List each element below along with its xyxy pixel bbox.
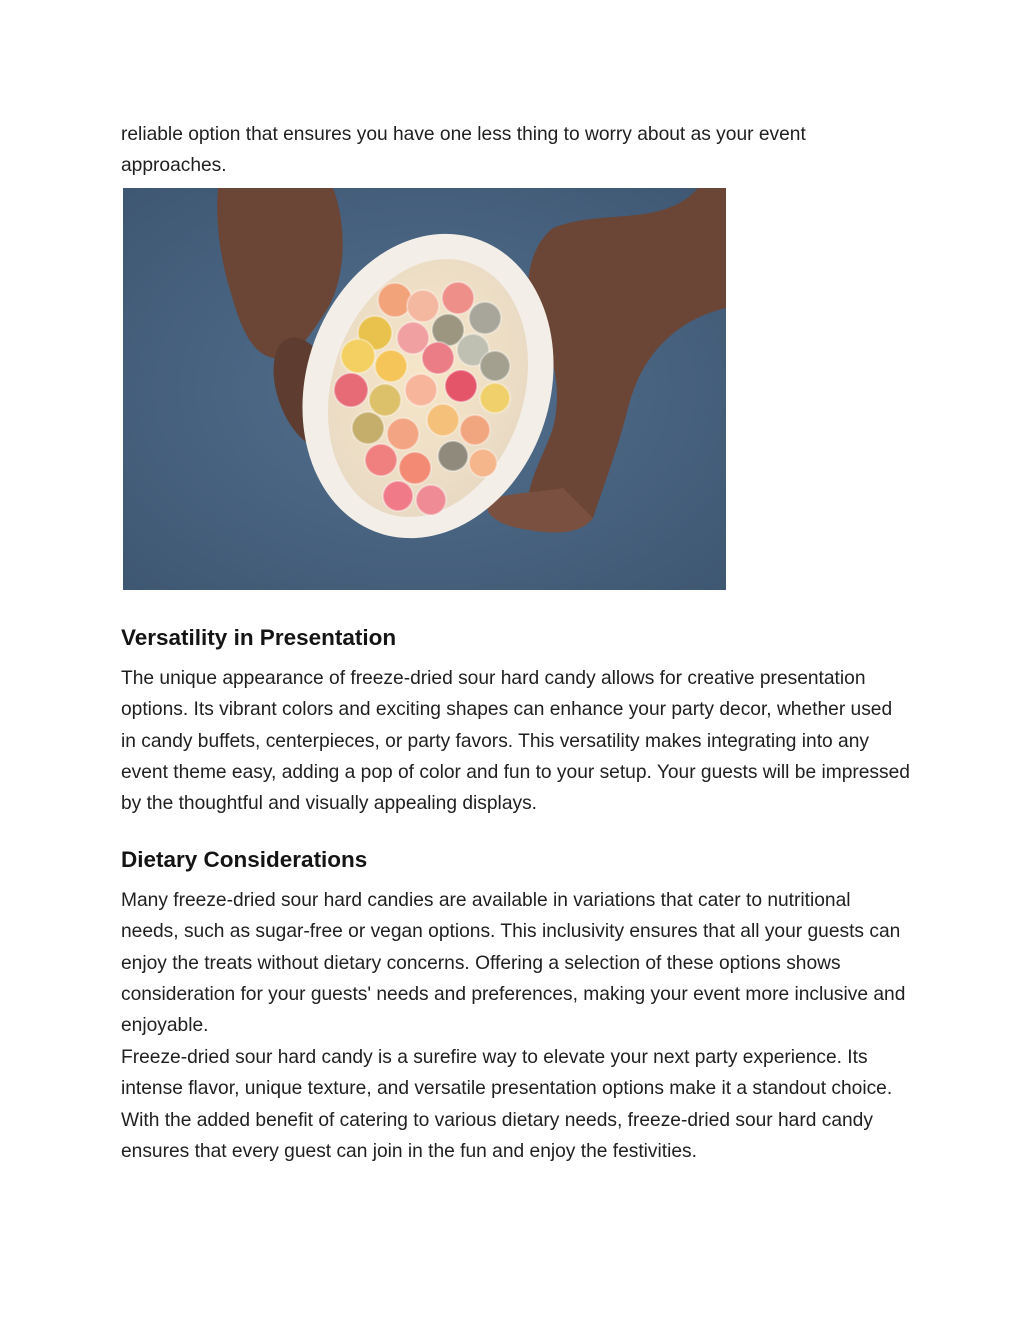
section-body-versatility: The unique appearance of freeze-dried sour hard candy allows for creative presentation options. Its vibrant colors and exciting shapes can enhance your party decor, whether used in candy buffets, centerpieces, or party favors. This versatility makes integrating into any event theme easy, adding a pop of color and fun to your setup. Your guests will be impressed by the thoughtful and visually appealing displays. (121, 667, 910, 815)
section-heading-dietary: Dietary Considerations (121, 846, 368, 872)
section-body-dietary: Many freeze-dried sour hard candies are available in variations that cater to nutritional needs, such as sugar-free or vegan options. This inclusivity ensures that all your guests can enjoy the treats without dietary concerns. Offering a selection of these options shows consideration for your guests' needs and preferences, making your event more inclusive and enjoyable. (121, 889, 906, 1037)
intro-paragraph: reliable option that ensures you have one less thing to worry about as your event approaches. (121, 124, 806, 177)
candy-bowl-photo (123, 188, 726, 590)
conclusion-paragraph: Freeze-dried sour hard candy is a surefire way to elevate your next party experience. Its intense flavor, unique texture, and versatile presentation options make it a standout choice. With the added benefit of catering to various dietary needs, freeze-dried sour hard candy ensures that every guest can join in the fun and enjoy the festivities. (121, 1046, 893, 1163)
section-heading-versatility: Versatility in Presentation (121, 624, 397, 650)
document-page (121, 119, 911, 1168)
